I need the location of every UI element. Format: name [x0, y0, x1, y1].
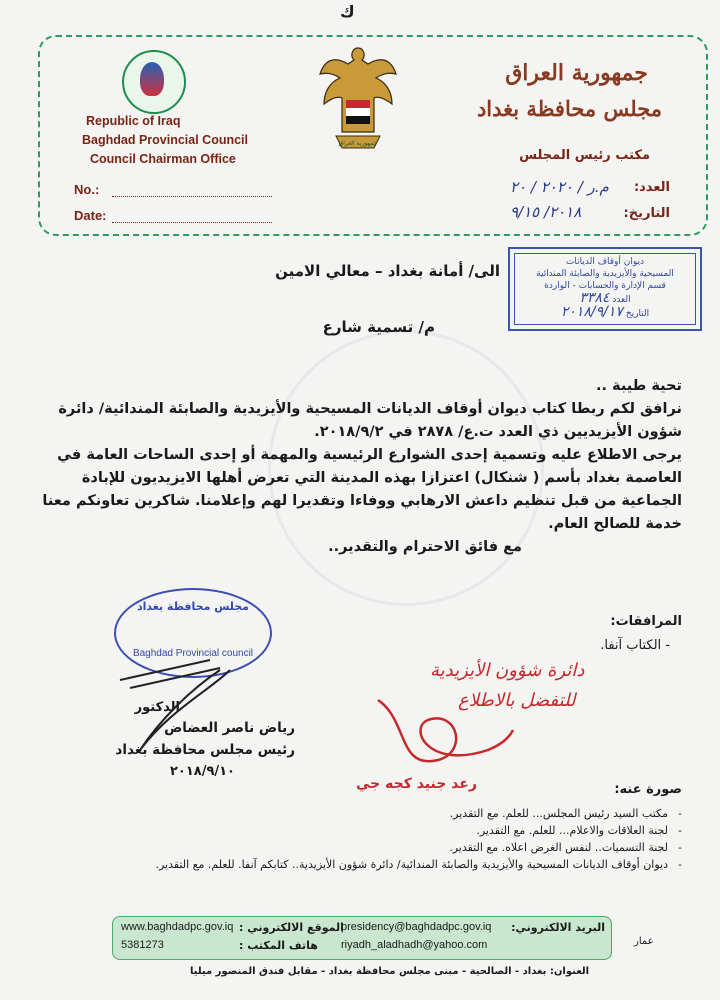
stamp-date-label: التاريخ	[625, 309, 650, 319]
stamp-line-1: ديوان أوقاف الديانات	[565, 257, 645, 267]
phone-label: هاتف المكتب :	[239, 939, 318, 952]
cc-item: - ديوان أوقاف الديانات المسيحية والأيزيدية والصابئة المندائية/ دائرة شؤون الأيزيدية.. كتابكم آنفا. للعلم. مع التقدير.	[155, 856, 682, 873]
website-label: الموقع الالكتروني :	[239, 921, 344, 934]
attachments-label: المرافقات:	[610, 614, 682, 629]
received-stamp	[508, 247, 702, 331]
english-header	[82, 112, 248, 169]
red-signature-icon	[368, 690, 518, 780]
arabic-office-label: مكتب رئيس المجلس	[519, 148, 650, 163]
handwritten-number: م.ر / ٢٠٢٠ / ٢٠	[510, 178, 609, 196]
date-label-en: Date:	[74, 208, 107, 223]
letter-body	[42, 375, 682, 559]
stamp-number-label: العدد	[612, 295, 631, 305]
number-line	[112, 196, 272, 197]
number-label-en: No.:	[74, 182, 100, 197]
typist-name: عمار	[634, 936, 654, 947]
handwritten-date: ٢٠١٨/ ٩/١٥	[510, 203, 582, 221]
signatory-title: الدكتور	[134, 700, 180, 715]
republic-label: Republic of Iraq	[86, 114, 181, 128]
cc-label: صورة عنه:	[614, 782, 682, 797]
council-logo-icon	[122, 50, 186, 114]
stamp-line-2: المسيحية والأيزيدية والصابئة المندائية	[536, 269, 674, 279]
arabic-republic-title: جمهورية العراق	[505, 60, 648, 86]
contact-footer	[112, 916, 612, 960]
arabic-date-label: التاريخ:	[623, 206, 670, 221]
stamp-date: ٢٠١٨/٩/١٧	[560, 304, 623, 320]
cc-list	[155, 805, 682, 873]
top-mark: ك	[340, 2, 355, 21]
email-label: البريد الالكتروني:	[511, 921, 605, 934]
red-annotation-1: دائرة شؤون الأيزيدية	[430, 660, 585, 681]
closing: مع فائق الاحترام والتقدير..	[328, 539, 522, 555]
date-line	[112, 222, 272, 223]
email-personal[interactable]: riyadh_aladhadh@yahoo.com	[341, 939, 488, 951]
website-link[interactable]: www.baghdadpc.gov.iq	[121, 921, 234, 933]
arabic-number-label: العدد:	[633, 180, 670, 195]
signature-date: ٢٠١٨/٩/١٠	[169, 764, 235, 779]
stamp-number: ٣٣٨٤	[579, 290, 610, 306]
body-paragraph-2: يرجى الاطلاع عليه وتسمية إحدى الشوارع الرئيسية والمهمة أو إحدى الساحات العامة في العاصمة بغداد بأسم ( شنكال) اعتزازا بهذه المدينة التي تعرض أهلها الايزيديون للإبادة الجماعية من قبل تنظيم داعش الارهابي ووفاءا وتقديرا لهم وإعلامنا. شاكرين تعاونكم معنا خدمة للصالح العام.	[42, 447, 682, 532]
cc-item: - لجنة العلاقات والاعلام... للعلم. مع التقدير.	[155, 822, 682, 839]
subject-line: م/ تسمية شارع	[322, 318, 435, 336]
council-label: Baghdad Provincial Council	[82, 133, 248, 147]
red-annotation-2: للتفضل بالاطلاع	[458, 690, 576, 711]
email-presidency[interactable]: presidency@baghdadpc.gov.iq	[341, 921, 492, 933]
emblem-caption: جمهورية العراق	[338, 140, 378, 147]
signatory-role: رئيس مجلس محافظة بغداد	[115, 742, 295, 758]
signatory-name: رياض ناصر العضاض	[164, 720, 295, 736]
arabic-council-title: مجلس محافظة بغداد	[476, 96, 662, 121]
addressee: الى/ أمانة بغداد – معالي الامين	[275, 262, 500, 280]
body-paragraph-1: نرافق لكم ربطا كتاب ديوان أوقاف الديانات المسيحية والأيزيدية والصابئة المندائية/ دائرة شؤون الأيزيديين ذي العدد ت.ع/ ٢٨٧٨ في ٢٠١٨/٩/٢.	[58, 401, 682, 440]
black-signature-icon	[100, 650, 240, 760]
greeting: تحية طيبة ..	[595, 378, 682, 394]
seal-english-text: Baghdad Provincial council	[132, 648, 254, 659]
stamp-line-3: قسم الإدارة والحسابات - الواردة	[544, 281, 666, 291]
phone-number: 5381273	[121, 939, 164, 951]
iraq-eagle-emblem-icon	[318, 44, 398, 156]
office-label: Council Chairman Office	[90, 152, 236, 166]
address-line: العنوان: بغداد - الصالحية - مبنى مجلس محافظة بغداد - مقابل فندق المنصور ميليا	[190, 966, 590, 977]
cc-item: - مكتب السيد رئيس المجلس... للعلم. مع التقدير.	[155, 805, 682, 822]
attachment-item: - الكتاب آنفا.	[600, 638, 670, 653]
cc-item: - لجنة التسميات.. لنفس الغرض اعلاه. مع التقدير.	[155, 839, 682, 856]
red-signer-name: رعد جنيد كجه جي	[356, 776, 477, 792]
seal-arabic-text: مجلس محافظة بغداد	[136, 600, 249, 613]
